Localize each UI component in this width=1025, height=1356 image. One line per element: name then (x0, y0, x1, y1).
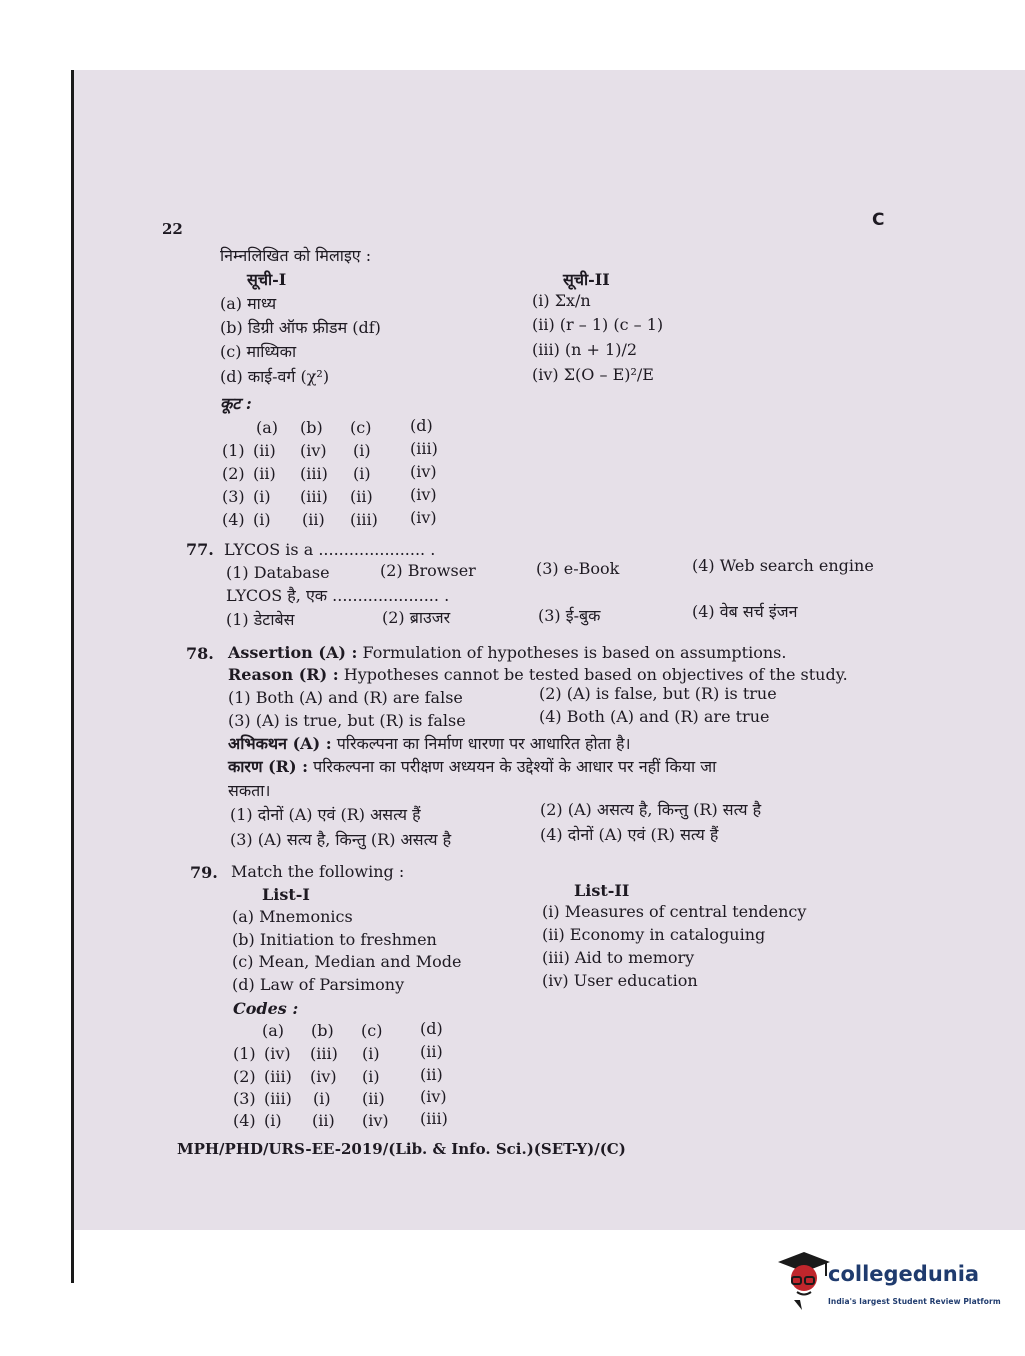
q79-list2-item: (ii) Economy in cataloguing (542, 925, 766, 944)
q78-assertion-text: Formulation of hypotheses is based on assumptions. (362, 643, 787, 662)
q76-code-cell: (iv) (410, 462, 437, 481)
q76-code-cell: (4) (222, 510, 245, 529)
q78-number: 78. (186, 644, 214, 663)
q79-code-cell: (iv) (420, 1087, 447, 1106)
q79-list2-item: (i) Measures of central tendency (542, 902, 807, 921)
q76-code-header: (c) (350, 418, 372, 437)
q78-option-en: (1) Both (A) and (R) are false (228, 688, 463, 707)
q79-code-cell: (iv) (264, 1044, 291, 1063)
q78-option-hi: (2) (A) असत्य है, किन्तु (R) सत्य है (540, 800, 762, 819)
q76-code-cell: (3) (222, 487, 245, 506)
q78-assertion-hi-text: परिकल्पना का निर्माण धारणा पर आधारित होता है। (336, 734, 631, 753)
q79-list1-item: (a) Mnemonics (232, 907, 353, 926)
q76-code-header: (b) (300, 418, 323, 437)
q78-option-en: (3) (A) is true, but (R) is false (228, 711, 466, 730)
page-number: 22 (162, 220, 183, 238)
q79-code-cell: (i) (362, 1067, 380, 1086)
q79-code-cell: (ii) (312, 1111, 335, 1130)
q76-code-cell: (ii) (302, 510, 325, 529)
q79-code-cell: (2) (233, 1067, 256, 1086)
q77-option-hi: (2) ब्राउजर (382, 608, 451, 627)
q77-option-en: (1) Database (226, 563, 330, 582)
q76-code-cell: (iv) (410, 485, 437, 504)
q78-reason-text: Hypotheses cannot be tested based on objectives of the study. (343, 665, 848, 684)
q79-code-cell: (i) (264, 1111, 282, 1130)
q79-code-cell: (ii) (420, 1042, 443, 1061)
q76-code-cell: (i) (253, 510, 271, 529)
q76-list2-item: (iv) Σ(O – E)²/E (532, 365, 654, 384)
q76-code-cell: (i) (253, 487, 271, 506)
q79-list1-item: (c) Mean, Median and Mode (232, 952, 462, 971)
q76-list1-item: (b) डिग्री ऑफ फ्रीडम (df) (220, 318, 381, 337)
q78-assertion-hi-label: अभिकथन (A) : (228, 734, 332, 753)
q76-code-cell: (iv) (410, 508, 437, 527)
q76-code-cell: (i) (353, 441, 371, 460)
logo-wordmark: collegedunia (828, 1262, 980, 1286)
q78-option-en: (4) Both (A) and (R) are true (539, 707, 770, 726)
q79-code-header: (d) (420, 1019, 443, 1038)
q79-code-cell: (iii) (310, 1044, 338, 1063)
set-code: C (872, 210, 885, 230)
q76-code-cell: (ii) (350, 487, 373, 506)
q79-list1-title: List-I (262, 885, 310, 904)
q79-code-cell: (i) (313, 1089, 331, 1108)
q79-code-cell: (iii) (264, 1089, 292, 1108)
q76-code-cell: (1) (222, 441, 245, 460)
q79-list2-item: (iv) User education (542, 971, 698, 990)
q79-code-cell: (4) (233, 1111, 256, 1130)
q79-list1-item: (d) Law of Parsimony (232, 975, 405, 994)
q76-code-cell: (ii) (253, 464, 276, 483)
q76-code-cell: (i) (353, 464, 371, 483)
q78-assertion-label: Assertion (A) : (228, 643, 358, 662)
q76-code-cell: (2) (222, 464, 245, 483)
q79-list1-item: (b) Initiation to freshmen (232, 930, 437, 949)
q76-code-header: (a) (256, 418, 279, 437)
q79-code-cell: (iii) (264, 1067, 292, 1086)
q79-instruction: Match the following : (231, 862, 405, 881)
q79-code-cell: (iv) (362, 1111, 389, 1130)
q77-question-en: LYCOS is a ..................... . (224, 540, 436, 559)
q76-list2-item: (iii) (n + 1)/2 (532, 340, 638, 359)
q76-list2-title: सूची-II (563, 270, 610, 289)
q76-list1-item: (c) माध्यिका (220, 342, 297, 361)
q79-code-header: (b) (311, 1021, 334, 1040)
q76-list1-item: (d) काई-वर्ग (χ²) (220, 367, 330, 386)
q79-code-cell: (ii) (420, 1065, 443, 1084)
q76-list2-item: (ii) (r – 1) (c – 1) (532, 315, 664, 334)
q77-option-en: (4) Web search engine (692, 556, 874, 575)
q79-list2-title: List-II (574, 881, 630, 900)
q76-code-cell: (iii) (300, 487, 328, 506)
q78-reason-hi-text: परिकल्पना का परीक्षण अध्ययन के उद्देश्यों के आधार पर नहीं किया जा (313, 757, 717, 776)
q79-code-cell: (i) (362, 1044, 380, 1063)
q78-option-hi: (1) दोनों (A) एवं (R) असत्य हैं (230, 805, 421, 824)
q79-number: 79. (190, 863, 218, 882)
q76-codes-label: कूट : (220, 394, 252, 413)
q77-option-hi: (3) ई-बुक (538, 606, 601, 625)
q79-code-cell: (iv) (310, 1067, 337, 1086)
q77-option-hi: (4) वेब सर्च इंजन (692, 602, 798, 621)
q78-option-hi: (3) (A) सत्य है, किन्तु (R) असत्य है (230, 830, 452, 849)
q79-code-header: (c) (361, 1021, 383, 1040)
q76-code-cell: (iii) (410, 439, 438, 458)
q76-list1-title: सूची-I (247, 270, 287, 289)
q78-option-en: (2) (A) is false, but (R) is true (539, 684, 777, 703)
q79-list2-item: (iii) Aid to memory (542, 948, 695, 967)
q76-list1-item: (a) माध्य (220, 294, 277, 313)
q76-instruction: निम्नलिखित को मिलाइए : (220, 246, 372, 265)
q79-code-cell: (iii) (420, 1109, 448, 1128)
q79-code-cell: (ii) (362, 1089, 385, 1108)
q79-code-cell: (1) (233, 1044, 256, 1063)
q79-codes-label: Codes : (233, 999, 299, 1018)
q76-list2-item: (i) Σx/n (532, 291, 591, 310)
q76-code-cell: (iv) (300, 441, 327, 460)
q79-code-header: (a) (262, 1021, 285, 1040)
q77-question-hi: LYCOS है, एक ..................... . (226, 586, 450, 605)
q79-code-cell: (3) (233, 1089, 256, 1108)
paper-code-footer: MPH/PHD/URS-EE-2019/(Lib. & Info. Sci.)(SET-Y)/(C) (177, 1140, 626, 1158)
q76-code-cell: (iii) (350, 510, 378, 529)
q78-reason-label: Reason (R) : (228, 665, 339, 684)
q76-code-header: (d) (410, 416, 433, 435)
q76-code-cell: (ii) (253, 441, 276, 460)
q77-option-en: (3) e-Book (536, 559, 620, 578)
q77-option-en: (2) Browser (380, 561, 476, 580)
q78-option-hi: (4) दोनों (A) एवं (R) सत्य हैं (540, 825, 719, 844)
q78-reason-hi-text2: सकता। (228, 781, 271, 800)
q77-number: 77. (186, 540, 214, 559)
logo-tagline: India's largest Student Review Platform (828, 1297, 1001, 1306)
q78-reason-hi-label: कारण (R) : (228, 757, 309, 776)
q77-option-hi: (1) डेटाबेस (226, 610, 295, 629)
q76-code-cell: (iii) (300, 464, 328, 483)
